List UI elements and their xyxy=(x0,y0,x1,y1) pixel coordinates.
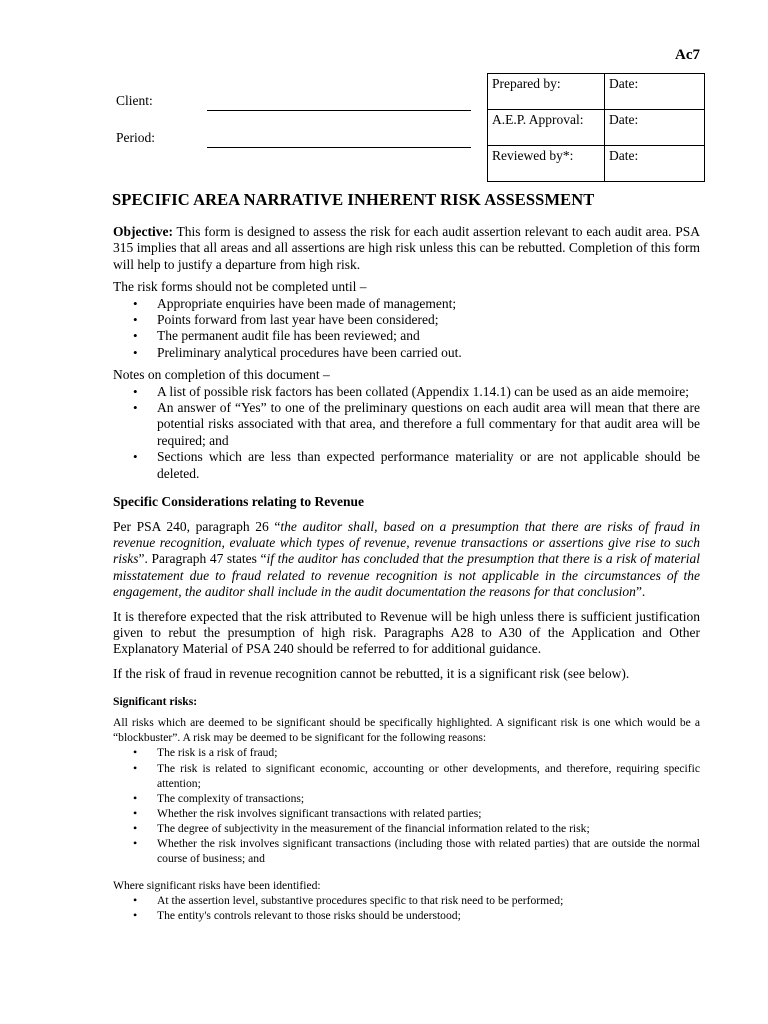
objective-label: Objective: xyxy=(113,224,173,239)
list-item: • A list of possible risk factors has been collated (Appendix 1.14.1) can be used as an aide memoire; xyxy=(113,384,700,400)
revenue-paragraph-1 xyxy=(113,519,700,601)
period-label: Period: xyxy=(116,130,155,145)
prepared-by-label[interactable]: Prepared by: xyxy=(488,74,605,110)
list-item: • Preliminary analytical procedures have been carried out. xyxy=(113,345,700,361)
reviewed-by-label[interactable]: Reviewed by*: xyxy=(488,146,605,182)
signoff-row-approval xyxy=(488,110,705,146)
significant-list xyxy=(113,745,700,866)
signoff-table xyxy=(487,73,705,182)
page-title: SPECIFIC AREA NARRATIVE INHERENT RISK ASSESSMENT xyxy=(112,190,595,209)
reviewed-date-label[interactable]: Date: xyxy=(605,146,705,182)
significant-risks-section xyxy=(113,682,700,923)
list-item: • Whether the risk involves significant transactions with related parties; xyxy=(113,806,700,821)
revenue-paragraph-3: If the risk of fraud in revenue recognition cannot be rebutted, it is a significant risk (see below). xyxy=(113,665,630,681)
client-label: Client: xyxy=(116,93,153,108)
revenue-text: ”. Paragraph 47 states “ xyxy=(138,551,267,567)
list-item: • The permanent audit file has been reviewed; and xyxy=(113,328,700,344)
signoff-row-prepared xyxy=(488,74,705,110)
list-item: • The risk is related to significant economic, accounting or other developments, and therefore, requiring specific attention; xyxy=(113,761,700,791)
prepared-date-label[interactable]: Date: xyxy=(605,74,705,110)
form-reference: Ac7 xyxy=(675,47,700,63)
document-body xyxy=(113,224,700,923)
list-item: • An answer of “Yes” to one of the preliminary questions on each audit area will mean that there are potential risks associated with that area, and therefore a full commentary for that audit area will be required; and xyxy=(113,400,700,449)
approval-date-label[interactable]: Date: xyxy=(605,110,705,146)
significant-heading: Significant risks: xyxy=(113,695,198,709)
risk-forms-intro: The risk forms should not be completed until – xyxy=(113,279,367,295)
list-item: • Whether the risk involves significant transactions (including those with related parties) that are outside the normal course of business; and xyxy=(113,836,700,866)
notes-intro: Notes on completion of this document – xyxy=(113,367,330,383)
revenue-heading: Specific Considerations relating to Revenue xyxy=(113,494,364,510)
revenue-text: Per PSA 240, paragraph 26 “ xyxy=(113,518,281,534)
list-item: • Points forward from last year have been considered; xyxy=(113,312,700,328)
list-item: • Appropriate enquiries have been made of management; xyxy=(113,296,700,312)
revenue-paragraph-2: It is therefore expected that the risk attributed to Revenue will be high unless there is sufficient justification given to rebut the presumption of high risk. Paragraphs A28 to A30 of the Application and Other Explanatory Material of PSA 240 should be referred to for additional guidance. xyxy=(113,608,700,657)
list-item: • The risk is a risk of fraud; xyxy=(113,745,700,760)
list-item: • Sections which are less than expected performance materiality or are not applicable should be deleted. xyxy=(113,449,700,482)
signoff-row-reviewed xyxy=(488,146,705,182)
where-significant-intro: Where significant risks have been identified: xyxy=(113,879,321,893)
list-item: • At the assertion level, substantive procedures specific to that risk need to be performed; xyxy=(113,893,700,908)
where-significant-list xyxy=(113,893,700,923)
list-item: • The degree of subjectivity in the measurement of the financial information related to the risk; xyxy=(113,821,700,836)
aep-approval-label[interactable]: A.E.P. Approval: xyxy=(488,110,605,146)
period-field-line[interactable] xyxy=(207,147,471,148)
list-item: • The complexity of transactions; xyxy=(113,791,700,806)
list-item: • The entity's controls relevant to those risks should be understood; xyxy=(113,908,700,923)
risk-forms-list xyxy=(113,296,700,362)
client-field-line[interactable] xyxy=(207,110,471,111)
notes-list xyxy=(113,384,700,482)
significant-intro: All risks which are deemed to be significant should be specifically highlighted. A significant risk is one which would be a “blockbuster”. A risk may be deemed to be significant for the following reasons: xyxy=(113,716,700,745)
psa-quote-47: if the auditor has concluded that the presumption that there is a risk of material misstatement due to fraud related to revenue recognition is not applicable in the circumstances of the engagement, the auditor shall include in the audit documentation the reasons for that conclusion xyxy=(113,551,701,600)
objective-paragraph xyxy=(113,224,700,273)
psa-quote-26: the auditor shall, based on a presumption that there are risks of fraud in revenue recognition, evaluate which types of revenue, revenue transactions or assertions give rise to such risks xyxy=(113,518,700,567)
revenue-text: ”. xyxy=(635,584,646,600)
objective-text: This form is designed to assess the risk for each audit assertion relevant to each audit area. PSA 315 implies that all areas and all assertions are high risk unless this can be rebutted. Completion of this form will help to justify a departure from high risk. xyxy=(113,224,700,272)
